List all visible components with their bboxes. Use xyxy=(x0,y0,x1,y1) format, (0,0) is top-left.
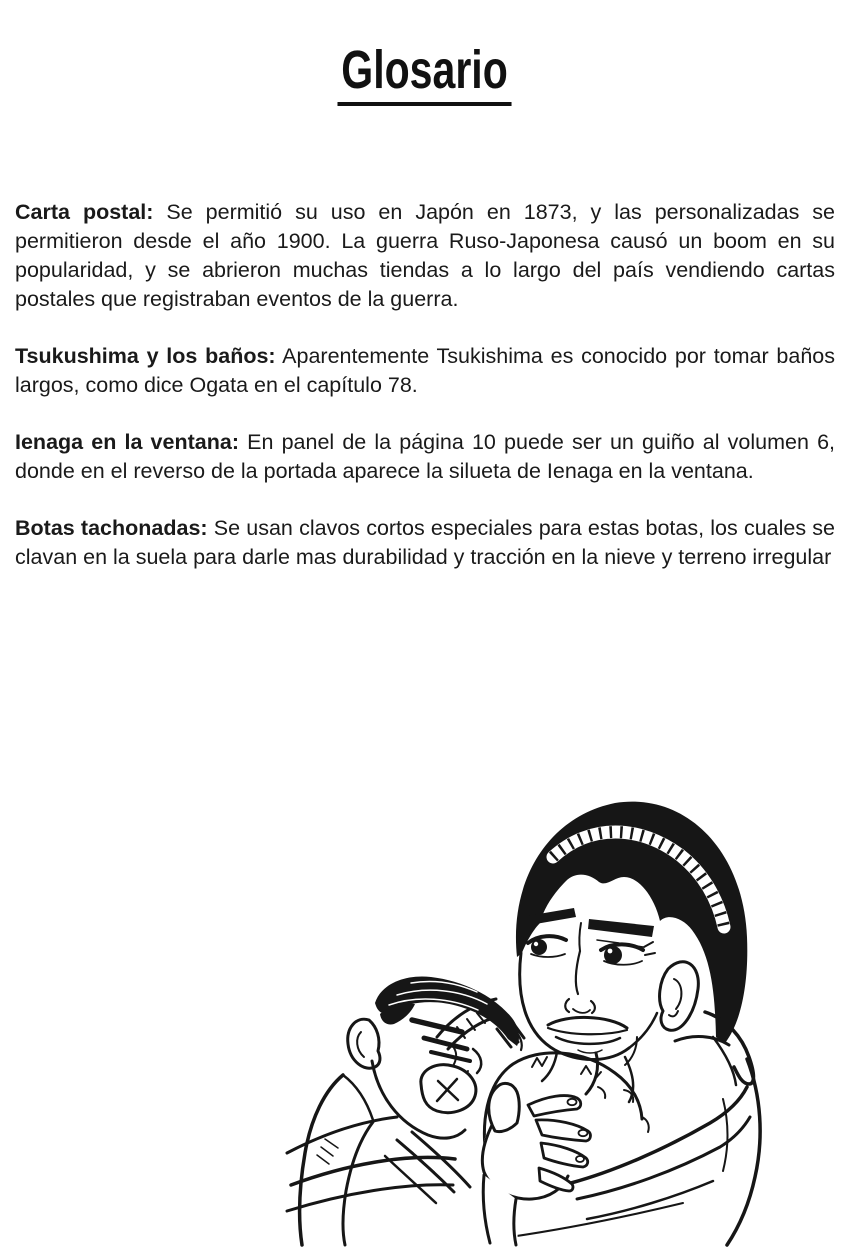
small-character-sash xyxy=(385,1132,470,1203)
big-character-lips xyxy=(548,1017,627,1053)
glossary-entry xyxy=(15,198,835,314)
manga-illustration-svg xyxy=(285,787,850,1249)
thumb xyxy=(489,1083,520,1131)
glossary-term: Botas tachonadas: xyxy=(15,516,208,541)
page-title: Glosario xyxy=(338,42,512,106)
big-character xyxy=(516,802,747,1102)
glossary-list xyxy=(15,198,835,572)
glossary-term: Tsukushima y los baños: xyxy=(15,344,276,369)
robe-right-shoulder xyxy=(705,1012,760,1245)
glossary-definition: Se usan clavos cortos especiales para estas botas, los cuales se clavan en la suela para darle mas durabilidad y tracción en la nieve y terreno irregular xyxy=(15,516,835,570)
glossary-entry xyxy=(15,342,835,400)
glossary-definition: En panel de la página 10 puede ser un guiño al volumen 6, donde en el reverso de la portada aparece la silueta de Ienaga en la ventana. xyxy=(15,430,835,484)
glossary-entry xyxy=(15,514,835,572)
glossary-definition: Aparentemente Tsukishima es conocido por tomar baños largos, como dice Ogata en el capítulo 78. xyxy=(15,344,835,398)
page-header xyxy=(0,42,850,106)
big-character-nose xyxy=(565,951,595,1013)
glossary-entry xyxy=(15,428,835,486)
big-character-eyes xyxy=(519,936,655,965)
small-character-ear xyxy=(348,1019,380,1068)
glossary-definition: Se permitió su uso en Japón en 1873, y las personalizadas se permitieron desde el año 1900. La guerra Ruso-Japonesa causó un boom en su popularidad, y se abrieron muchas tiendas a lo largo del país vendiendo cartas postales que registraban eventos de la guerra. xyxy=(15,200,835,312)
glossary-term: Carta postal: xyxy=(15,200,154,225)
glossary-term: Ienaga en la ventana: xyxy=(15,430,239,455)
small-character-hand xyxy=(481,1083,590,1245)
manga-illustration xyxy=(285,787,850,1249)
big-character-ear xyxy=(660,962,699,1031)
